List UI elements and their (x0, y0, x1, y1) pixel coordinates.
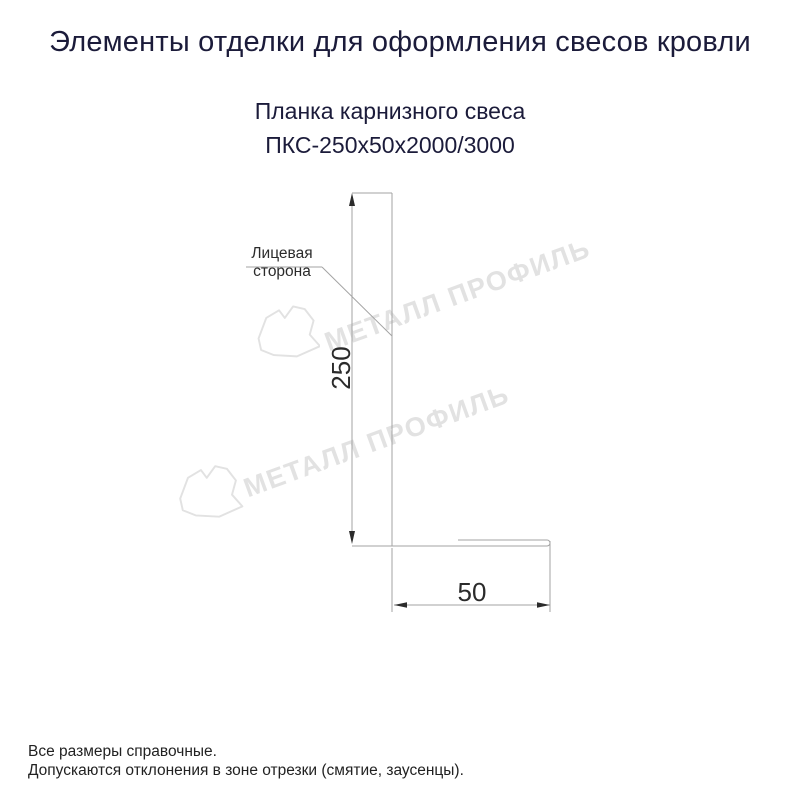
face-label-leader-line (322, 267, 392, 336)
height-dimension-value: 250 (326, 346, 356, 390)
face-side-label-line1: Лицевая (251, 245, 313, 262)
product-name: Планка карнизного свеса (254, 98, 526, 124)
watermark-text: МЕТАЛЛ ПРОФИЛЬ (320, 233, 595, 358)
arrow-down-icon (349, 531, 355, 544)
arrow-right-icon (537, 602, 550, 608)
footnotes (28, 742, 464, 780)
width-dimension-value: 50 (457, 577, 487, 607)
page-title: Элементы отделки для оформления свесов кровли (49, 26, 751, 58)
face-side-label-line2: сторона (253, 263, 311, 280)
product-model: ПКС-250х50х2000/3000 (265, 132, 515, 158)
footnote-line1: Все размеры справочные. (28, 743, 217, 760)
profile-bottom-flange-hem (352, 540, 550, 546)
arrow-up-icon (349, 193, 355, 206)
watermark-text: МЕТАЛЛ ПРОФИЛЬ (239, 379, 514, 504)
footnote-line2: Допускаются отклонения в зоне отрезки (смятие, заусенцы). (28, 762, 464, 779)
arrow-left-icon (394, 602, 407, 608)
face-side-label (234, 245, 330, 281)
